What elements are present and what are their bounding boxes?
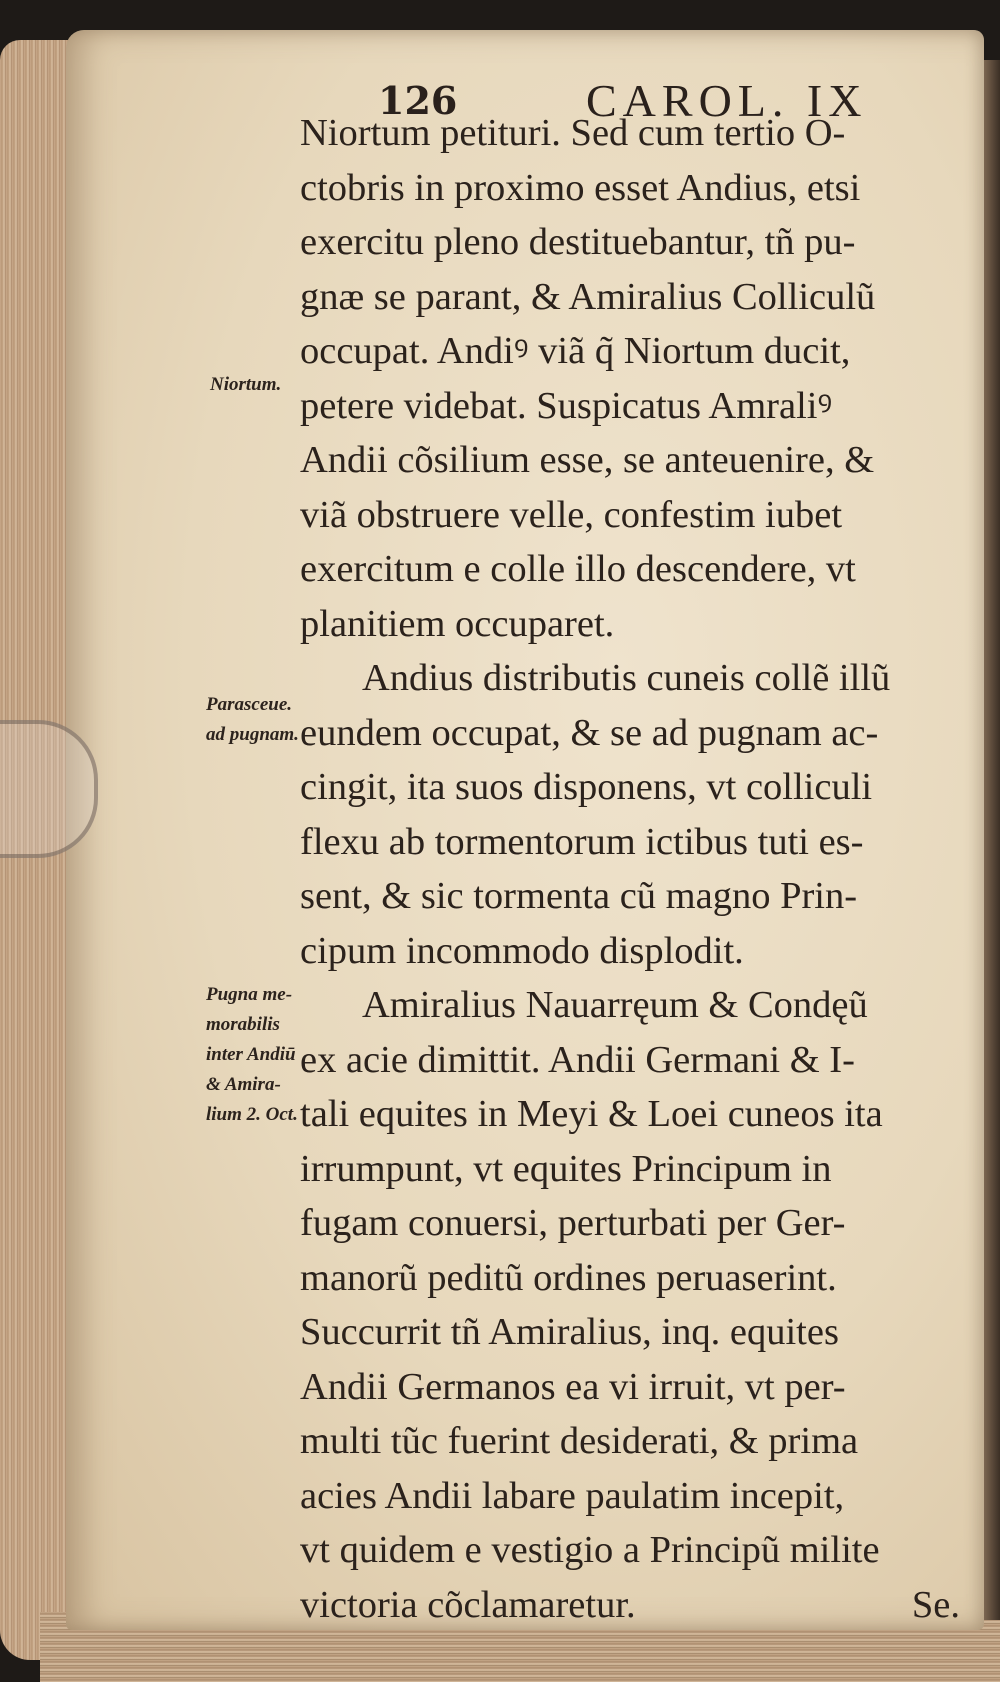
margin-note-line: & Amira- — [206, 1074, 281, 1095]
text-line: tali equites in Meyi & Loei cuneos ita — [300, 1093, 883, 1135]
text-line: ex acie dimittit. Andii Germani & I- — [300, 1038, 855, 1081]
text-line-last — [300, 1578, 960, 1633]
text-line: multi tũc fuerint desiderati, & prima — [300, 1420, 859, 1462]
text-line: exercitu pleno destituebantur, tñ pu- — [300, 221, 856, 263]
text-line: petere videbat. Suspicatus Amraliꝰ — [300, 384, 833, 427]
text-line: irrumpunt, vt equites Principum in — [300, 1147, 832, 1190]
text-line: Andius distributis cuneis collẽ illũ — [362, 657, 891, 699]
text-line: exercitum e colle illo descendere, vt — [300, 548, 856, 590]
text-line: flexu ab tormentorum ictibus tuti es- — [300, 820, 864, 863]
book-clip — [0, 720, 98, 858]
text-line: eundem occupat, & se ad pugnam ac- — [300, 711, 879, 754]
margin-note-parasceue — [206, 690, 299, 750]
text-line: viã obstruere velle, confestim iubet — [300, 493, 843, 536]
text-line: planitiem occuparet. — [300, 602, 615, 645]
margin-note-line: ad pugnam. — [206, 724, 299, 745]
text-line: gnæ se parant, & Amiralius Colliculũ — [300, 275, 876, 318]
text-line: victoria cõclamaretur. — [300, 1583, 636, 1626]
text-line: manorũ peditũ ordines peruaserint. — [300, 1256, 837, 1299]
body-text — [300, 106, 960, 1632]
page-number: 126 — [378, 78, 458, 123]
margin-note-line: inter Andiū — [206, 1044, 296, 1065]
running-head: CAROL. IX — [586, 75, 868, 126]
text-line: ctobris in proximo esset Andius, etsi — [300, 166, 861, 209]
margin-note-line: Pugna me- — [206, 984, 293, 1005]
margin-note-line: morabilis — [206, 1014, 280, 1035]
text-line: Andii Germanos ea vi irruit, vt per- — [300, 1365, 846, 1408]
text-line: Succurrit tñ Amiralius, inq. equites — [300, 1311, 839, 1353]
margin-note-line: Parasceue. — [206, 694, 293, 715]
margin-note-line: Niortum. — [210, 374, 282, 395]
text-line: Amiralius Nauarręum & Condęũ — [362, 984, 868, 1026]
text-line: acies Andii labare paulatim incepit, — [300, 1474, 845, 1517]
catchword: Se. — [911, 1583, 960, 1626]
margin-note-line: lium 2. Oct. — [206, 1104, 298, 1125]
text-line: Andii cõsilium esse, se anteuenire, & — [300, 439, 875, 481]
text-line: Niortum petituri. Sed cum tertio O- — [300, 112, 846, 154]
text-line: cipum incommodo displodit. — [300, 929, 744, 972]
text-line: occupat. Andiꝰ viã q̃ Niortum ducit, — [300, 330, 851, 372]
text-line: vt quidem e vestigio a Principũ milite — [300, 1529, 880, 1571]
text-line: fugam conuersi, perturbati per Ger- — [300, 1202, 846, 1244]
margin-note-niortum — [210, 370, 281, 400]
text-line: cingit, ita suos disponens, vt colliculi — [300, 766, 873, 808]
text-line: sent, & sic tormenta cũ magno Prin- — [300, 875, 858, 917]
margin-note-pugna — [206, 980, 298, 1130]
